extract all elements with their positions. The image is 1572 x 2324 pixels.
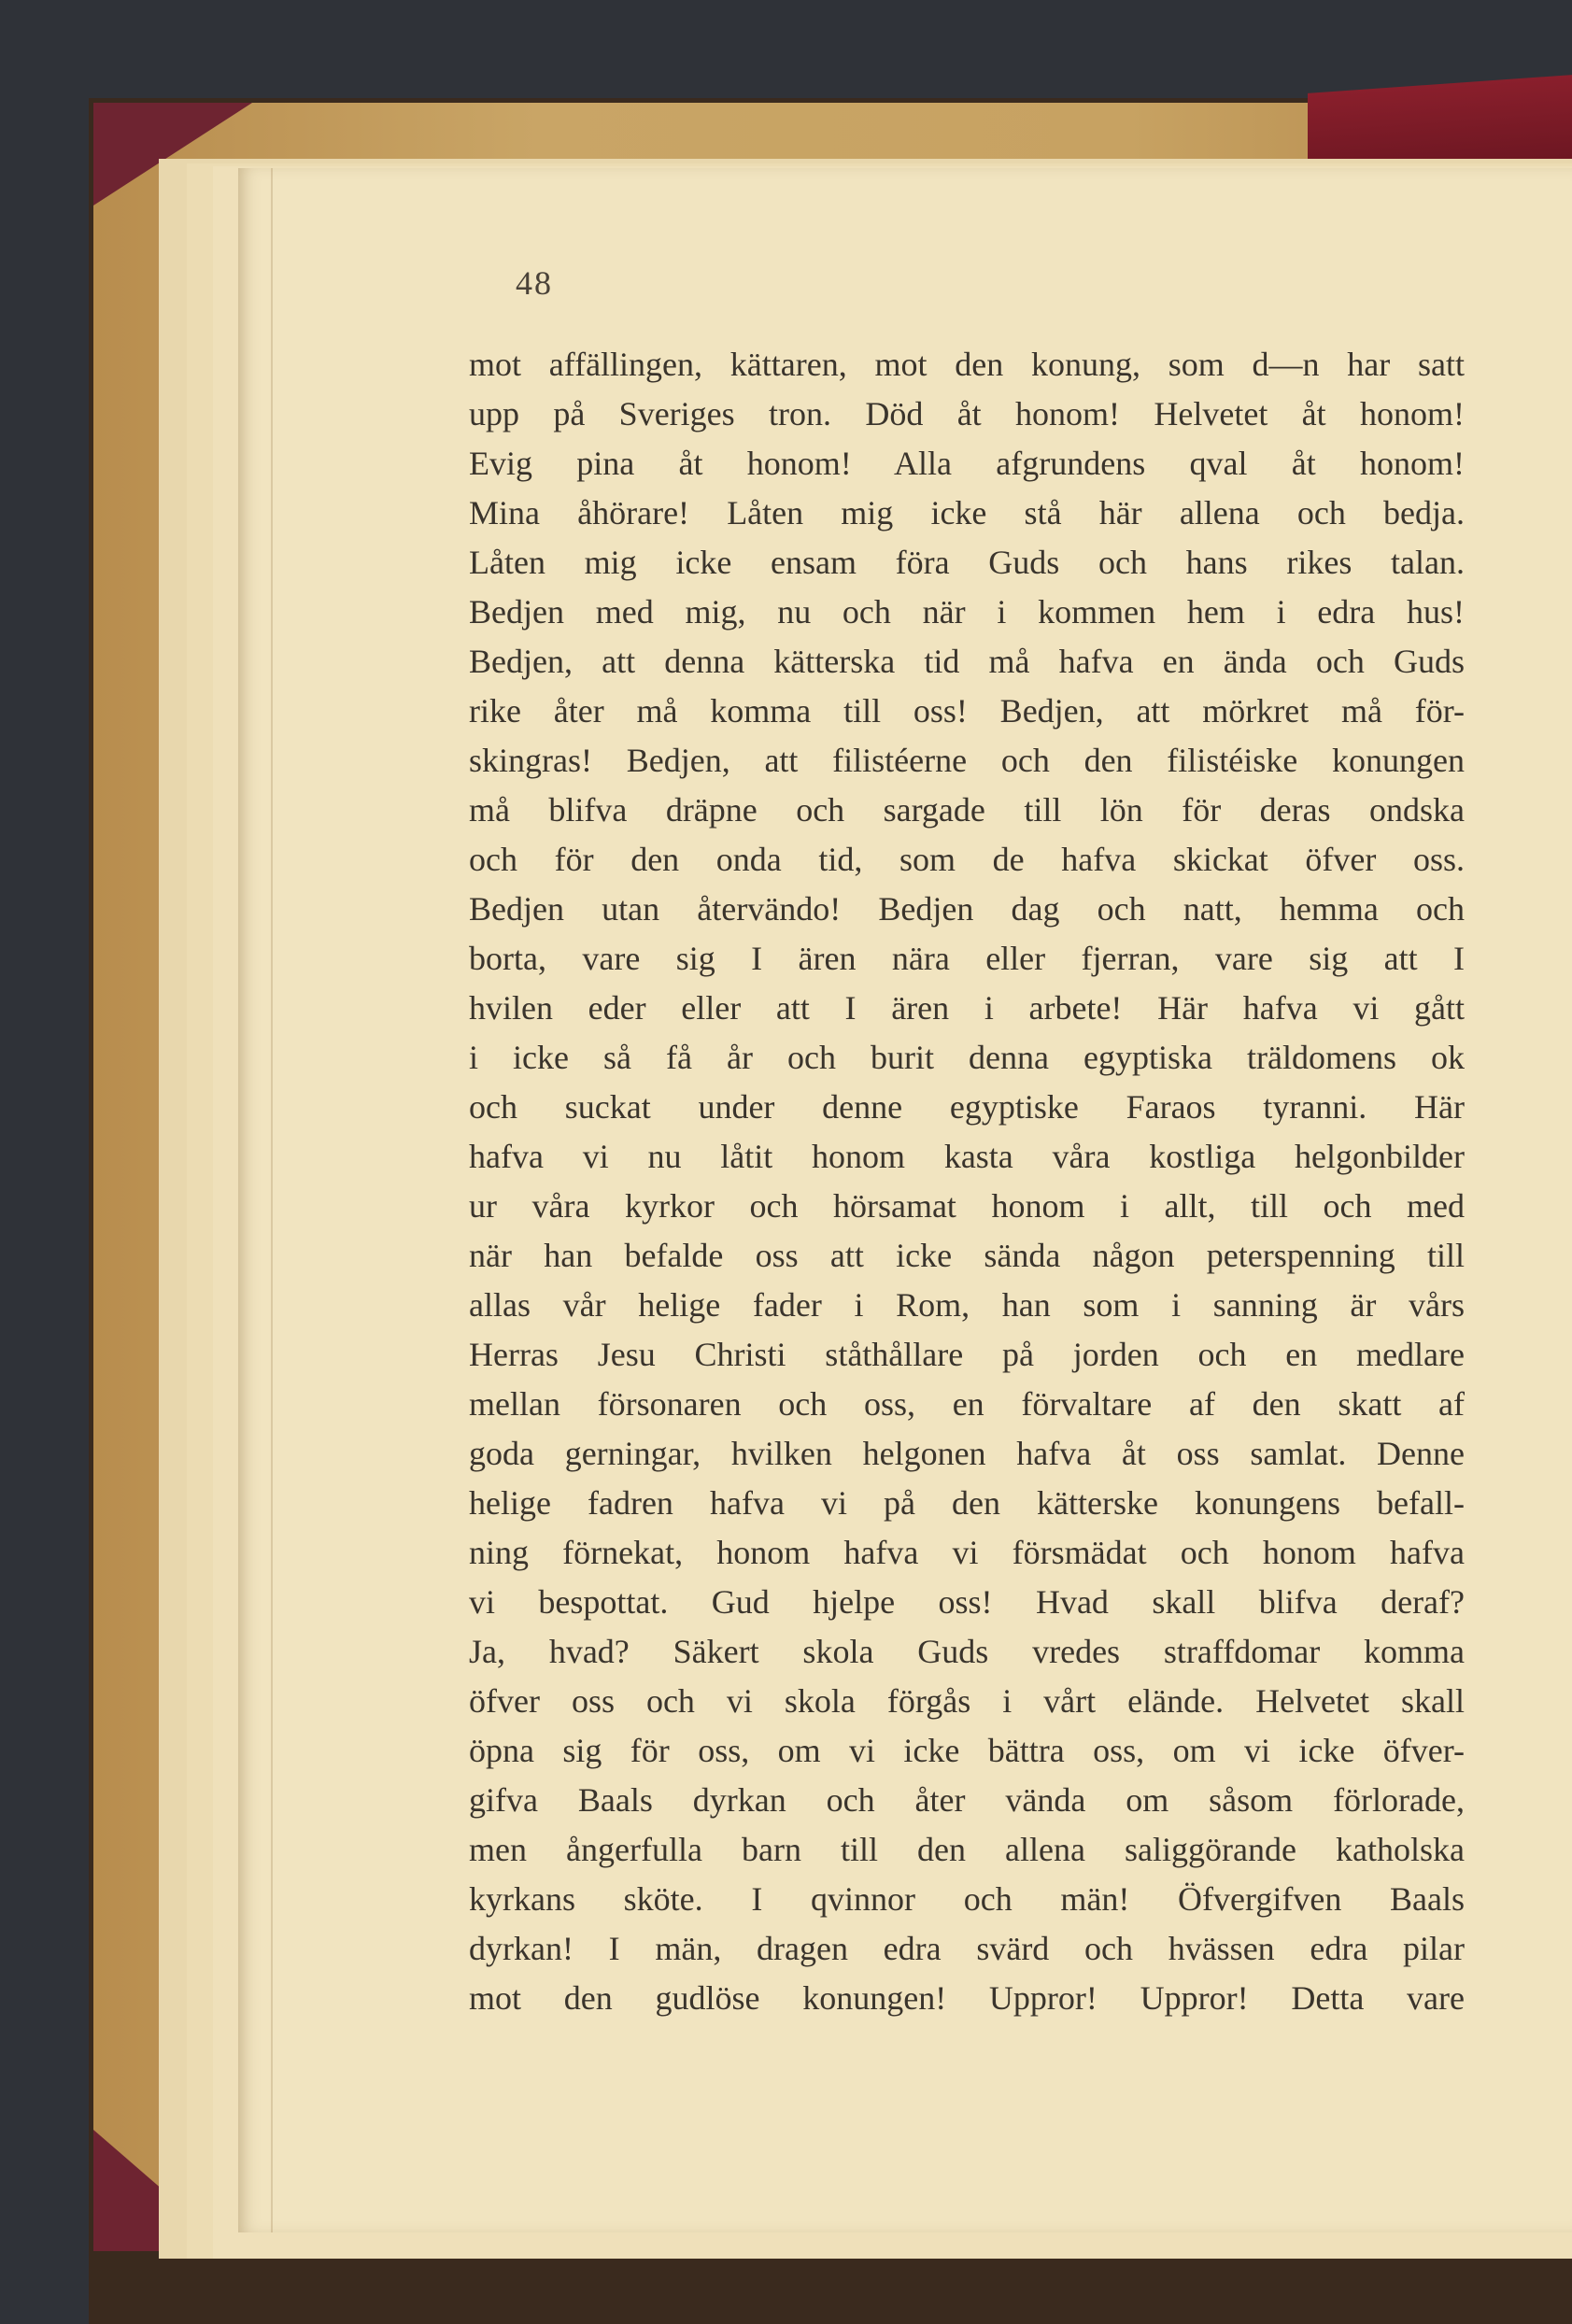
text-line: öpna sig för oss, om vi icke bättra oss, om vi icke öfver- — [469, 1732, 1465, 1769]
text-line: kyrkans sköte. I qvinnor och män! Öfvergifven Baals — [469, 1880, 1465, 1918]
text-line: må blifva dräpne och sargade till lön för deras ondska — [469, 791, 1465, 829]
page-text — [469, 340, 1465, 2023]
text-line: Evig pina åt honom! Alla afgrundens qval åt honom! — [469, 445, 1465, 482]
text-line: hvilen eder eller att I ären i arbete! Här hafva vi gått — [469, 989, 1465, 1027]
text-line: men ångerfulla barn till den allena saliggörande katholska — [469, 1831, 1465, 1868]
text-line: skingras! Bedjen, att filistéerne och den filistéiske konungen — [469, 742, 1465, 779]
text-line: hafva vi nu låtit honom kasta våra kostliga helgonbilder — [469, 1138, 1465, 1175]
text-line: Låten mig icke ensam föra Guds och hans rikes talan. — [469, 544, 1465, 581]
text-line: upp på Sveriges tron. Död åt honom! Helvetet åt honom! — [469, 395, 1465, 432]
text-line: och för den onda tid, som de hafva skickat öfver oss. — [469, 841, 1465, 878]
text-line: vi bespottat. Gud hjelpe oss! Hvad skall blifva deraf? — [469, 1583, 1465, 1621]
text-line: ur våra kyrkor och hörsamat honom i allt, till och med — [469, 1187, 1465, 1225]
text-line: mot affällingen, kättaren, mot den konung, som d—n har satt — [469, 346, 1465, 383]
text-line: rike åter må komma till oss! Bedjen, att mörkret må för- — [469, 692, 1465, 730]
text-line: dyrkan! I män, dragen edra svärd och hvässen edra pilar — [469, 1930, 1465, 1967]
text-line: mellan försonaren och oss, en förvaltare af den skatt af — [469, 1385, 1465, 1423]
text-line: ning förnekat, honom hafva vi försmädat och honom hafva — [469, 1534, 1465, 1571]
text-line: i icke så få år och burit denna egyptiska träldomens ok — [469, 1039, 1465, 1076]
text-line: borta, vare sig I ären nära eller fjerran, vare sig att I — [469, 940, 1465, 977]
text-line: och suckat under denne egyptiske Faraos tyranni. Här — [469, 1088, 1465, 1126]
text-line: öfver oss och vi skola förgås i vårt elände. Helvetet skall — [469, 1682, 1465, 1720]
text-line: Bedjen utan återvändo! Bedjen dag och natt, hemma och — [469, 890, 1465, 928]
text-line: helige fadren hafva vi på den kätterske konungens befall- — [469, 1484, 1465, 1522]
text-line: gifva Baals dyrkan och åter vända om såsom förlorade, — [469, 1781, 1465, 1819]
text-line: Herras Jesu Christi ståthållare på jorden och en medlare — [469, 1336, 1465, 1373]
text-line: allas vår helige fader i Rom, han som i sanning är vårs — [469, 1286, 1465, 1324]
text-line: Mina åhörare! Låten mig icke stå här allena och bedja. — [469, 494, 1465, 531]
text-line: goda gerningar, hvilken helgonen hafva åt oss samlat. Denne — [469, 1435, 1465, 1472]
page-number: 48 — [516, 264, 553, 302]
text-line: mot den gudlöse konungen! Uppror! Uppror! Detta vare — [469, 1979, 1465, 2017]
page-gutter — [271, 168, 273, 2232]
text-line: när han befalde oss att icke sända någon peterspenning till — [469, 1237, 1465, 1274]
text-line: Bedjen med mig, nu och när i kommen hem i edra hus! — [469, 593, 1465, 631]
text-line: Ja, hvad? Säkert skola Guds vredes straffdomar komma — [469, 1633, 1465, 1670]
text-line: Bedjen, att denna kätterska tid må hafva en ända och Guds — [469, 643, 1465, 680]
